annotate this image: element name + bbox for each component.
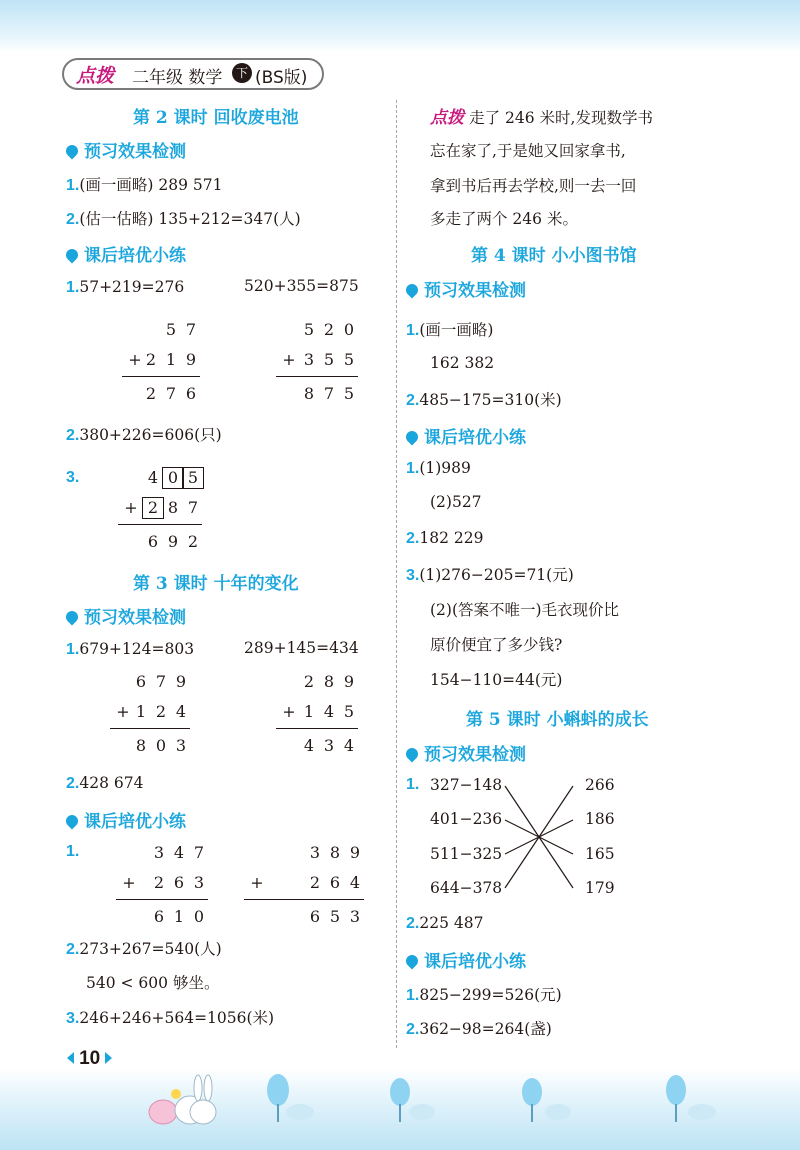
top-banner (0, 0, 800, 52)
tip-text: 忘在家了,于是她又回家拿书, (430, 142, 626, 160)
digit: 5 (165, 320, 177, 339)
q-num: 1. (66, 641, 80, 658)
digit: 4 (349, 873, 361, 892)
answer-line (66, 207, 301, 229)
answer-text: 362−98=264(盏) (419, 1020, 552, 1038)
lesson-4-title: 第 4 课时 小小图书馆 (471, 246, 637, 266)
q-num: 2. (406, 915, 420, 932)
q-num: 2. (66, 427, 80, 444)
match-left-2: 401−236 (430, 810, 503, 828)
volume-badge (232, 63, 252, 83)
digit: 3 (193, 873, 205, 892)
answer-text: (估一估略) 135+212=347(人) (79, 210, 301, 228)
section-label: 课后培优小练 (424, 428, 526, 448)
section-preview (66, 603, 186, 628)
digit: 2 (187, 532, 199, 551)
digit: 4 (175, 702, 187, 721)
q-num: 2. (406, 392, 420, 409)
lesson-5-title: 第 5 课时 小蝌蚪的成长 (466, 710, 649, 730)
q-num: 2. (66, 941, 80, 958)
answer-line (66, 423, 222, 445)
digit: 9 (185, 350, 197, 369)
column-divider (396, 100, 397, 1048)
volume-text: 下 (232, 63, 252, 83)
digit: 8 (329, 843, 341, 862)
answer-text: 273+267=540(人) (79, 940, 222, 958)
digit: 0 (193, 907, 205, 926)
digit: 9 (343, 672, 355, 691)
digit: 2 (309, 873, 321, 892)
digit: 7 (187, 498, 199, 517)
answer-text: 154−110=44(元) (430, 671, 563, 689)
tree-icon (267, 1074, 314, 1122)
answer-line (406, 318, 493, 340)
lesson-2-title: 第 2 课时 回收废电池 (133, 108, 299, 128)
tip-brand: 点拨 (430, 108, 464, 128)
digit: 2 (303, 672, 315, 691)
q-num: 1. (66, 843, 80, 860)
q-num: 2. (406, 530, 420, 547)
heart-icon (404, 282, 421, 299)
digit: 6 (147, 532, 159, 551)
digit: 5 (303, 320, 315, 339)
digit: 9 (175, 672, 187, 691)
digit: 0 (167, 468, 179, 487)
section-practice (66, 807, 186, 832)
plus-sign: + (124, 498, 138, 517)
answer-line (406, 983, 562, 1005)
match-right-2: 186 (585, 810, 615, 828)
sum-line (116, 899, 208, 900)
answer-line (406, 1017, 552, 1039)
digit: 8 (167, 498, 179, 517)
heart-icon (404, 953, 421, 970)
sum-line (244, 899, 364, 900)
digit: 4 (147, 468, 159, 487)
digit: 5 (343, 350, 355, 369)
tree-icon (522, 1078, 571, 1122)
page-number-text: 10 (79, 1048, 101, 1069)
brand-logo: 点拨 (76, 65, 115, 87)
cartoon-animals-icon (149, 1075, 216, 1124)
answer-text: 679+124=803 (79, 640, 195, 658)
q-num: 1. (66, 177, 80, 194)
answer-text: 540 < 600 够坐。 (86, 974, 220, 992)
digit: 2 (147, 498, 159, 517)
tree-icon (666, 1075, 716, 1122)
section-label: 预习效果检测 (424, 281, 526, 301)
answer-line (406, 528, 483, 548)
plus-sign: + (116, 702, 130, 721)
digit: 2 (323, 320, 335, 339)
plus-sign: + (282, 702, 296, 721)
q-num: 3. (66, 1010, 80, 1027)
match-left-4: 644−378 (430, 879, 503, 897)
section-preview (406, 276, 526, 301)
sum-line (110, 728, 190, 729)
q-num: 3. (406, 567, 420, 584)
q-num: 2. (66, 211, 80, 228)
section-practice (66, 241, 186, 266)
digit: 3 (349, 907, 361, 926)
answer-text: (2)(答案不唯一)毛衣现价比 (430, 601, 620, 619)
digit: 7 (185, 320, 197, 339)
answer-line (66, 173, 222, 195)
match-right-4: 179 (585, 879, 615, 897)
sum-line (122, 376, 200, 377)
digit: 3 (309, 843, 321, 862)
digit: 1 (303, 702, 315, 721)
digit: 6 (173, 873, 185, 892)
answer-line (66, 937, 222, 959)
sum-line (276, 728, 358, 729)
digit: 1 (165, 350, 177, 369)
digit: 4 (173, 843, 185, 862)
digit: 2 (145, 350, 157, 369)
tree-icon (390, 1078, 435, 1122)
tip-text: 拿到书后再去学校,则一去一回 (430, 177, 637, 195)
digit: 3 (175, 736, 187, 755)
section-label: 课后培优小练 (84, 812, 186, 832)
digit: 3 (153, 843, 165, 862)
digit: 0 (343, 320, 355, 339)
q-num: 1. (66, 279, 80, 296)
footer-decoration (0, 1060, 800, 1150)
digit: 9 (349, 843, 361, 862)
digit: 8 (303, 384, 315, 403)
answer-text: (画一画略) (419, 321, 494, 339)
section-preview (406, 740, 526, 765)
heart-icon (64, 813, 81, 830)
answer-text: (1)989 (419, 459, 471, 477)
section-label: 课后培优小练 (84, 246, 186, 266)
lesson-3-title: 第 3 课时 十年的变化 (133, 574, 299, 594)
answer-text: 162 382 (430, 354, 495, 372)
answer-text: (1)276−205=71(元) (419, 566, 574, 584)
answer-text: 520+355=875 (244, 277, 359, 295)
digit: 6 (185, 384, 197, 403)
match-left-1: 327−148 (430, 776, 503, 794)
answer-text: 原价便宜了多少钱? (430, 636, 563, 654)
section-practice (406, 947, 526, 972)
digit: 7 (323, 384, 335, 403)
digit: 3 (303, 350, 315, 369)
digit: 5 (343, 702, 355, 721)
digit: 7 (193, 843, 205, 862)
matching-lines (500, 776, 580, 892)
answer-text: (画一画略) 289 571 (79, 176, 223, 194)
digit: 8 (323, 672, 335, 691)
answer-line (406, 458, 471, 478)
digit: 6 (153, 907, 165, 926)
digit: 8 (135, 736, 147, 755)
digit: 6 (329, 873, 341, 892)
section-practice (406, 423, 526, 448)
section-preview (66, 137, 186, 162)
digit: 6 (309, 907, 321, 926)
answer-line (66, 1006, 274, 1028)
digit: 5 (187, 468, 199, 487)
match-right-1: 266 (585, 776, 615, 794)
section-label: 预习效果检测 (84, 142, 186, 162)
digit: 4 (323, 702, 335, 721)
sum-line (118, 524, 202, 525)
heart-icon (64, 247, 81, 264)
heart-icon (404, 429, 421, 446)
plus-sign: + (122, 873, 136, 892)
digit: 5 (329, 907, 341, 926)
heart-icon (64, 609, 81, 626)
edition: (BS版) (255, 68, 308, 88)
digit: 4 (303, 736, 315, 755)
digit: 1 (173, 907, 185, 926)
match-right-3: 165 (585, 845, 615, 863)
tip-text: 走了 246 米时,发现数学书 (469, 109, 653, 127)
digit: 2 (145, 384, 157, 403)
digit: 7 (165, 384, 177, 403)
answer-text: 246+246+564=1056(米) (79, 1009, 275, 1027)
digit: 1 (135, 702, 147, 721)
answer-text: 825−299=526(元) (419, 986, 562, 1004)
sum-line (276, 376, 358, 377)
digit: 9 (167, 532, 179, 551)
digit: 7 (155, 672, 167, 691)
answer-line (406, 563, 574, 585)
section-label: 预习效果检测 (84, 608, 186, 628)
q-num: 1. (406, 460, 420, 477)
digit: 2 (153, 873, 165, 892)
q-num: 1. (406, 322, 420, 339)
answer-text: 289+145=434 (244, 639, 359, 657)
plus-sign: + (282, 350, 296, 369)
digit: 5 (323, 350, 335, 369)
grade-subject: 二年级 数学 (132, 68, 223, 88)
answer-text: 428 674 (79, 774, 144, 792)
answer-text: 225 487 (419, 914, 484, 932)
digit: 3 (323, 736, 335, 755)
plus-sign: + (128, 350, 142, 369)
section-label: 预习效果检测 (424, 745, 526, 765)
digit: 6 (135, 672, 147, 691)
digit: 2 (155, 702, 167, 721)
tip-line (430, 103, 653, 128)
digit: 5 (343, 384, 355, 403)
answer-text: (2)527 (430, 493, 482, 511)
tip-text: 多走了两个 246 米。 (430, 210, 578, 228)
heart-icon (404, 746, 421, 763)
q-num: 2. (406, 1021, 420, 1038)
answer-line (406, 913, 483, 933)
q-num: 1. (406, 776, 420, 793)
answer-text: 57+219=276 (79, 278, 185, 296)
answer-text: 380+226=606(只) (79, 426, 222, 444)
q-num: 1. (406, 987, 420, 1004)
q-num: 2. (66, 775, 80, 792)
q-num: 3. (66, 469, 80, 486)
digit: 0 (155, 736, 167, 755)
answer-line (66, 773, 143, 793)
answer-text: 485−175=310(米) (419, 391, 562, 409)
answer-text: 182 229 (419, 529, 484, 547)
match-left-3: 511−325 (430, 845, 503, 863)
answer-line (66, 639, 194, 659)
answer-line (66, 277, 184, 297)
heart-icon (64, 143, 81, 160)
digit: 4 (343, 736, 355, 755)
section-label: 课后培优小练 (424, 952, 526, 972)
plus-sign: + (250, 873, 264, 892)
answer-line (406, 388, 562, 410)
